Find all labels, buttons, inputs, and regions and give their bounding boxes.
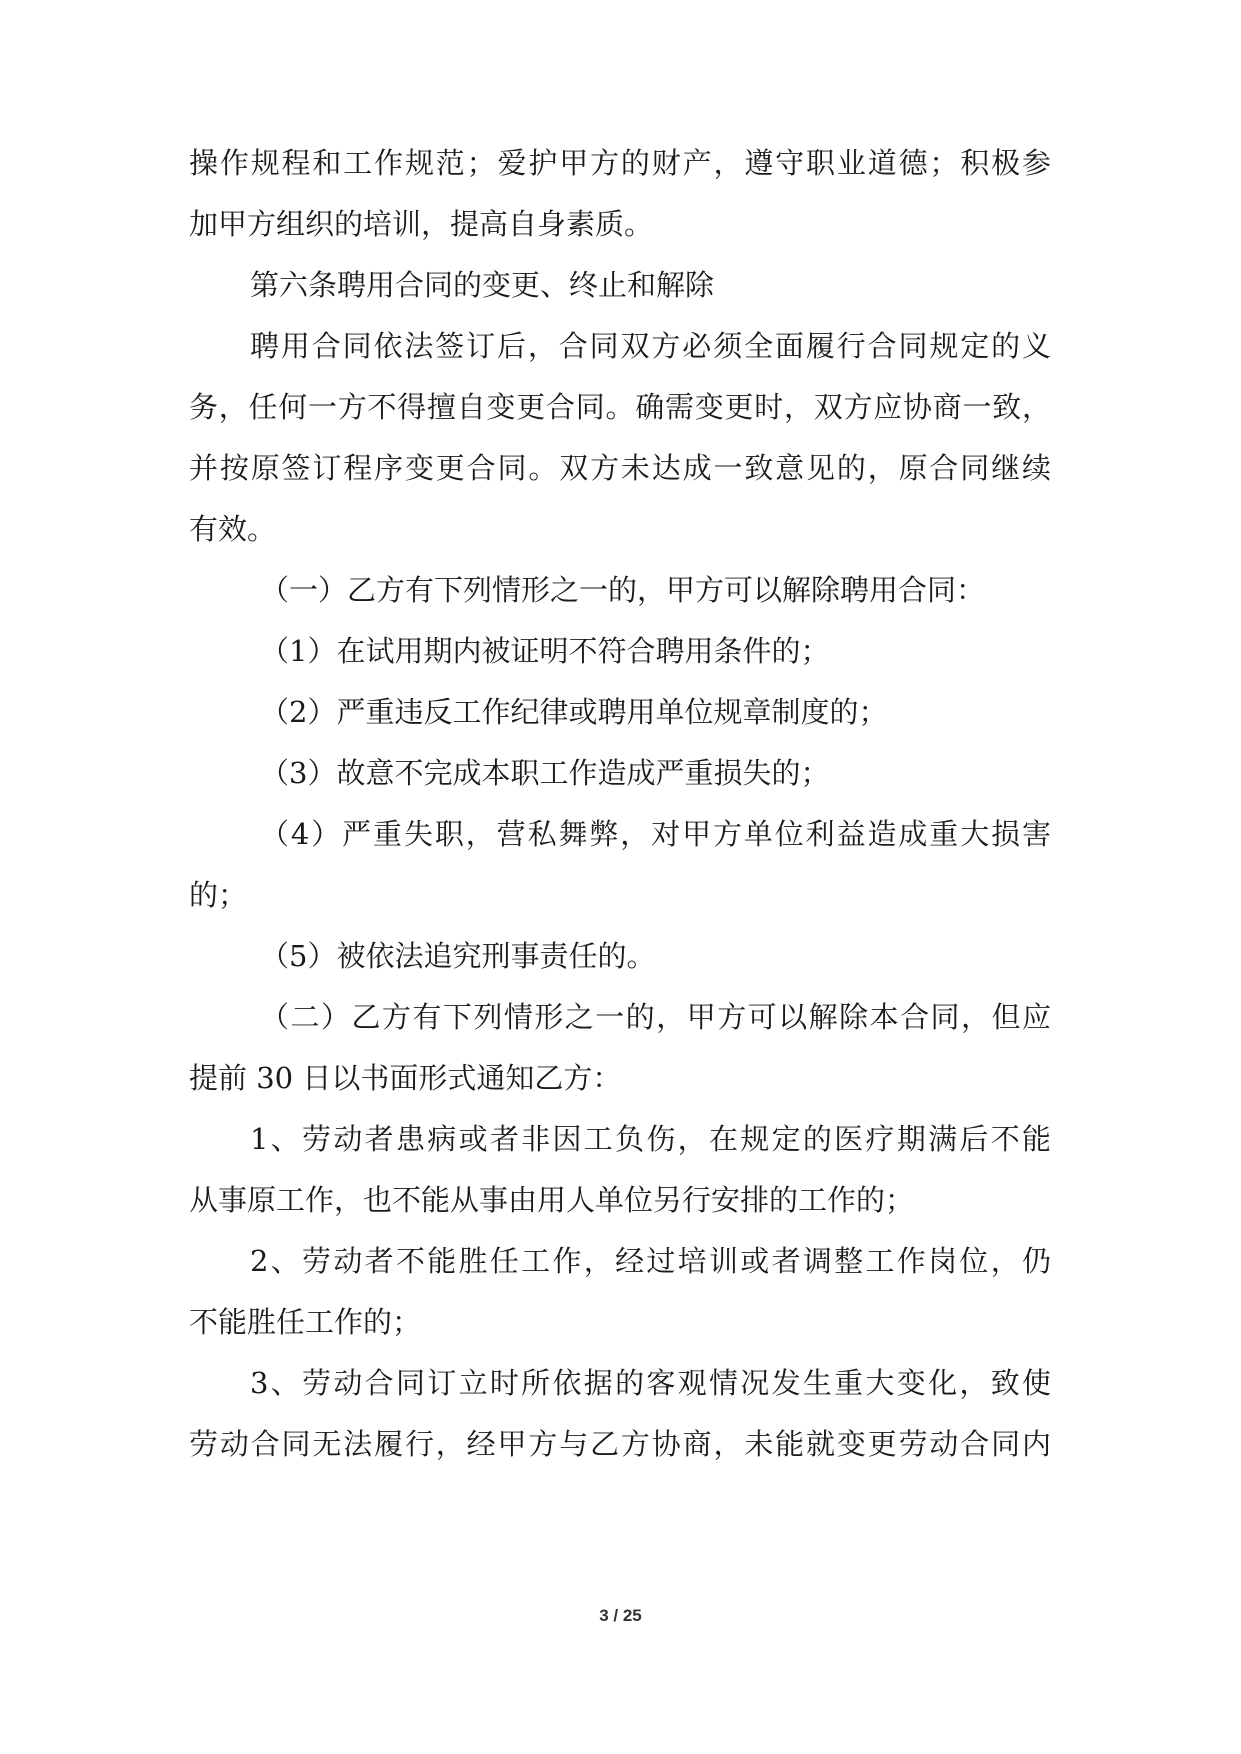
list-item: 2、劳动者不能胜任工作，经过培训或者调整工作岗位，仍 (250, 1244, 1051, 1278)
list-heading: （二）乙方有下列情形之一的，甲方可以解除本合同，但应 (260, 1000, 1051, 1034)
text-line: 不能胜任工作的； (189, 1305, 422, 1339)
list-item: 3、劳动合同订立时所依据的客观情况发生重大变化，致使 (250, 1366, 1051, 1400)
list-item: （1）在试用期内被证明不符合聘用条件的； (260, 634, 830, 668)
text-line: 并按原签订程序变更合同。双方未达成一致意见的，原合同继续 (189, 451, 1051, 485)
text-line: 加甲方组织的培训，提高自身素质。 (189, 207, 654, 241)
list-item: （5）被依法追究刑事责任的。 (260, 939, 656, 973)
list-item: （2）严重违反工作纪律或聘用单位规章制度的； (260, 695, 888, 729)
text-line: 务，任何一方不得擅自变更合同。确需变更时，双方应协商一致， (189, 390, 1051, 424)
list-item: （3）故意不完成本职工作造成严重损失的； (260, 756, 830, 790)
text-line: 操作规程和工作规范；爱护甲方的财产，遵守职业道德；积极参 (189, 146, 1051, 180)
page-number: 3 / 25 (599, 1606, 642, 1625)
text-line: 的； (189, 878, 248, 912)
section-heading: 第六条聘用合同的变更、终止和解除 (250, 268, 715, 302)
text-line: 聘用合同依法签订后，合同双方必须全面履行合同规定的义 (250, 329, 1051, 363)
text-line: 从事原工作，也不能从事由用人单位另行安排的工作的； (189, 1183, 915, 1217)
text-line: 劳动合同无法履行，经甲方与乙方协商，未能就变更劳动合同内 (189, 1427, 1051, 1461)
text-line: 有效。 (189, 512, 277, 546)
text-line: 提前 30 日以书面形式通知乙方： (189, 1061, 622, 1095)
list-item: 1、劳动者患病或者非因工负伤，在规定的医疗期满后不能 (250, 1122, 1051, 1156)
list-heading: （一）乙方有下列情形之一的，甲方可以解除聘用合同： (260, 573, 986, 607)
list-item: （4）严重失职，营私舞弊，对甲方单位利益造成重大损害 (260, 817, 1051, 851)
